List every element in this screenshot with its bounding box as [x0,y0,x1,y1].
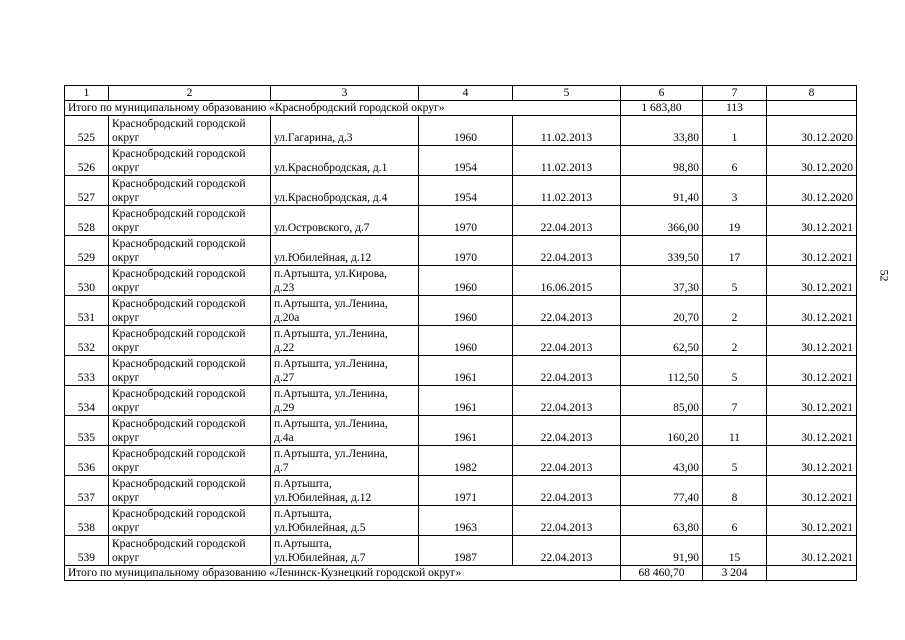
row-number [65,416,109,446]
address-line: п.Артышта, ул.Кирова, [274,268,388,280]
row-number-text: 528 [77,222,95,234]
row-year: 1961 [419,386,513,416]
entity-line: округ [112,492,140,504]
row-date: 11.02.2013 [513,146,621,176]
header-cell: 6 [621,86,703,101]
total-empty [767,101,857,116]
entity-line: округ [112,372,140,384]
entity-line: Краснобродский городской [112,298,246,310]
row-count: 1 [703,116,767,146]
row-deadline: 30.12.2021 [767,206,857,236]
address-line: д.27 [274,372,295,384]
row-number [65,146,109,176]
row-deadline: 30.12.2021 [767,296,857,326]
entity-line: Краснобродский городской [112,238,246,250]
address-line: п.Артышта, ул.Ленина, [274,298,388,310]
entity-line: округ [112,552,140,564]
entity-line: округ [112,192,140,204]
entity-line: Краснобродский городской [112,358,246,370]
row-number [65,236,109,266]
row-count: 11 [703,416,767,446]
housing-table [64,85,857,581]
total-area: 1 683,80 [621,101,703,116]
row-number-text: 529 [77,252,95,264]
row-year: 1954 [419,146,513,176]
row-date: 22.04.2013 [513,416,621,446]
address-line: п.Артышта, ул.Ленина, [274,448,388,460]
table-row [65,536,857,566]
row-year: 1987 [419,536,513,566]
total-label: Итого по муниципальному образованию «Краснобродский городской округ» [65,101,621,116]
row-count: 5 [703,446,767,476]
entity-line: Краснобродский городской [112,208,246,220]
row-number-text: 527 [77,192,95,204]
row-count: 5 [703,266,767,296]
table-row [65,206,857,236]
row-number [65,386,109,416]
address-line: д.22 [274,342,295,354]
row-number-text: 530 [77,282,95,294]
row-date: 11.02.2013 [513,176,621,206]
header-cell: 3 [271,86,419,101]
row-deadline: 30.12.2021 [767,266,857,296]
table-row [65,476,857,506]
table-row [65,176,857,206]
table-row [65,506,857,536]
row-area: 339,50 [621,236,703,266]
row-year: 1961 [419,356,513,386]
row-entity [109,446,271,476]
row-address [271,386,419,416]
row-number [65,536,109,566]
address-line: ул.Юбилейная, д.7 [274,552,366,564]
row-year: 1963 [419,506,513,536]
row-entity [109,176,271,206]
address-line: ул.Островского, д.7 [274,222,370,234]
entity-line: округ [112,222,140,234]
row-entity [109,416,271,446]
row-date: 22.04.2013 [513,506,621,536]
row-area: 77,40 [621,476,703,506]
row-year: 1960 [419,326,513,356]
row-year: 1971 [419,476,513,506]
entity-line: Краснобродский городской [112,448,246,460]
entity-line: округ [112,432,140,444]
row-date: 22.04.2013 [513,536,621,566]
row-count: 15 [703,536,767,566]
row-date: 22.04.2013 [513,206,621,236]
row-address [271,236,419,266]
row-area: 33,80 [621,116,703,146]
row-number-text: 539 [77,552,95,564]
row-entity [109,536,271,566]
entity-line: округ [112,132,140,144]
row-number [65,356,109,386]
address-line: п.Артышта, ул.Ленина, [274,418,388,430]
row-year: 1982 [419,446,513,476]
row-count: 5 [703,356,767,386]
row-address [271,536,419,566]
entity-line: округ [112,162,140,174]
entity-line: Краснобродский городской [112,418,246,430]
row-deadline: 30.12.2021 [767,326,857,356]
row-entity [109,506,271,536]
row-number [65,446,109,476]
entity-line: Краснобродский городской [112,538,246,550]
address-line: д.20а [274,312,300,324]
row-year: 1970 [419,206,513,236]
row-entity [109,206,271,236]
row-number-text: 535 [77,432,95,444]
row-area: 62,50 [621,326,703,356]
entity-line: округ [112,312,140,324]
header-cell: 5 [513,86,621,101]
address-line: п.Артышта, ул.Ленина, [274,328,388,340]
table-row [65,416,857,446]
header-cell: 4 [419,86,513,101]
row-entity [109,356,271,386]
address-line: п.Артышта, ул.Ленина, [274,388,388,400]
row-area: 91,40 [621,176,703,206]
row-area: 63,80 [621,506,703,536]
row-deadline: 30.12.2021 [767,386,857,416]
row-deadline: 30.12.2020 [767,116,857,146]
row-date: 22.04.2013 [513,326,621,356]
row-count: 17 [703,236,767,266]
entity-line: Краснобродский городской [112,178,246,190]
row-area: 98,80 [621,146,703,176]
address-line: ул.Юбилейная, д.5 [274,522,366,534]
row-entity [109,266,271,296]
row-address [271,416,419,446]
row-count: 6 [703,506,767,536]
table-row [65,326,857,356]
row-address [271,506,419,536]
row-deadline: 30.12.2021 [767,236,857,266]
entity-line: Краснобродский городской [112,388,246,400]
address-line: д.29 [274,402,295,414]
page-number: 52 [877,269,892,282]
address-line: ул.Гагарина, д.3 [274,132,353,144]
table-row [65,266,857,296]
total-row-bottom [65,566,857,581]
entity-line: округ [112,282,140,294]
row-number-text: 525 [77,132,95,144]
table-row [65,146,857,176]
total-empty [767,566,857,581]
row-entity [109,476,271,506]
entity-line: округ [112,402,140,414]
header-cell: 7 [703,86,767,101]
address-line: ул.Юбилейная, д.12 [274,492,372,504]
row-date: 11.02.2013 [513,116,621,146]
row-number-text: 533 [77,372,95,384]
row-area: 91,90 [621,536,703,566]
row-count: 2 [703,296,767,326]
row-deadline: 30.12.2020 [767,176,857,206]
total-count: 3 204 [703,566,767,581]
total-label: Итого по муниципальному образованию «Ленинск-Кузнецкий городской округ» [65,566,621,581]
row-count: 3 [703,176,767,206]
header-cell: 1 [65,86,109,101]
row-number-text: 534 [77,402,95,414]
address-line: ул.Краснобродская, д.1 [274,162,388,174]
row-area: 366,00 [621,206,703,236]
row-year: 1954 [419,176,513,206]
row-count: 8 [703,476,767,506]
row-entity [109,386,271,416]
address-line: д.4а [274,432,294,444]
address-line: п.Артышта, [274,478,332,490]
row-date: 22.04.2013 [513,386,621,416]
table-row [65,236,857,266]
row-count: 6 [703,146,767,176]
row-year: 1970 [419,236,513,266]
header-cell: 2 [109,86,271,101]
table-row [65,386,857,416]
total-count: 113 [703,101,767,116]
row-deadline: 30.12.2021 [767,536,857,566]
table-row [65,356,857,386]
entity-line: Краснобродский городской [112,118,246,130]
row-address [271,446,419,476]
entity-line: Краснобродский городской [112,268,246,280]
address-line: п.Артышта, [274,508,332,520]
entity-line: округ [112,342,140,354]
total-row-top [65,101,857,116]
row-entity [109,236,271,266]
row-count: 7 [703,386,767,416]
row-address [271,356,419,386]
address-line: д.23 [274,282,295,294]
row-date: 22.04.2013 [513,476,621,506]
table-row [65,116,857,146]
row-deadline: 30.12.2020 [767,146,857,176]
header-row [65,86,857,101]
row-number-text: 538 [77,522,95,534]
row-number-text: 537 [77,492,95,504]
row-number [65,506,109,536]
row-address [271,176,419,206]
entity-line: округ [112,462,140,474]
row-address [271,476,419,506]
entity-line: округ [112,522,140,534]
row-number [65,266,109,296]
row-area: 85,00 [621,386,703,416]
row-address [271,116,419,146]
row-year: 1961 [419,416,513,446]
address-line: д.7 [274,462,289,474]
row-year: 1960 [419,296,513,326]
row-year: 1960 [419,266,513,296]
row-area: 37,30 [621,266,703,296]
row-address [271,296,419,326]
entity-line: Краснобродский городской [112,508,246,520]
address-line: ул.Краснобродская, д.4 [274,192,388,204]
row-number [65,206,109,236]
address-line: ул.Юбилейная, д.12 [274,252,372,264]
row-address [271,146,419,176]
address-line: п.Артышта, ул.Ленина, [274,358,388,370]
row-date: 22.04.2013 [513,356,621,386]
row-area: 112,50 [621,356,703,386]
address-line: п.Артышта, [274,538,332,550]
row-number-text: 532 [77,342,95,354]
row-number-text: 536 [77,462,95,474]
entity-line: Краснобродский городской [112,478,246,490]
table-row [65,296,857,326]
row-number [65,476,109,506]
row-entity [109,326,271,356]
row-number-text: 531 [77,312,95,324]
row-address [271,206,419,236]
row-date: 16.06.2015 [513,266,621,296]
row-entity [109,296,271,326]
row-number [65,296,109,326]
total-area: 68 460,70 [621,566,703,581]
row-address [271,326,419,356]
row-entity [109,146,271,176]
row-date: 22.04.2013 [513,446,621,476]
row-address [271,266,419,296]
table-row [65,446,857,476]
entity-line: Краснобродский городской [112,148,246,160]
row-date: 22.04.2013 [513,236,621,266]
entity-line: округ [112,252,140,264]
row-number-text: 526 [77,162,95,174]
row-number [65,176,109,206]
row-entity [109,116,271,146]
row-count: 2 [703,326,767,356]
row-deadline: 30.12.2021 [767,446,857,476]
row-year: 1960 [419,116,513,146]
row-number [65,116,109,146]
row-deadline: 30.12.2021 [767,506,857,536]
header-cell: 8 [767,86,857,101]
row-date: 22.04.2013 [513,296,621,326]
row-deadline: 30.12.2021 [767,476,857,506]
row-area: 43,00 [621,446,703,476]
row-number [65,326,109,356]
entity-line: Краснобродский городской [112,328,246,340]
row-deadline: 30.12.2021 [767,356,857,386]
row-deadline: 30.12.2021 [767,416,857,446]
row-area: 20,70 [621,296,703,326]
row-count: 19 [703,206,767,236]
row-area: 160,20 [621,416,703,446]
